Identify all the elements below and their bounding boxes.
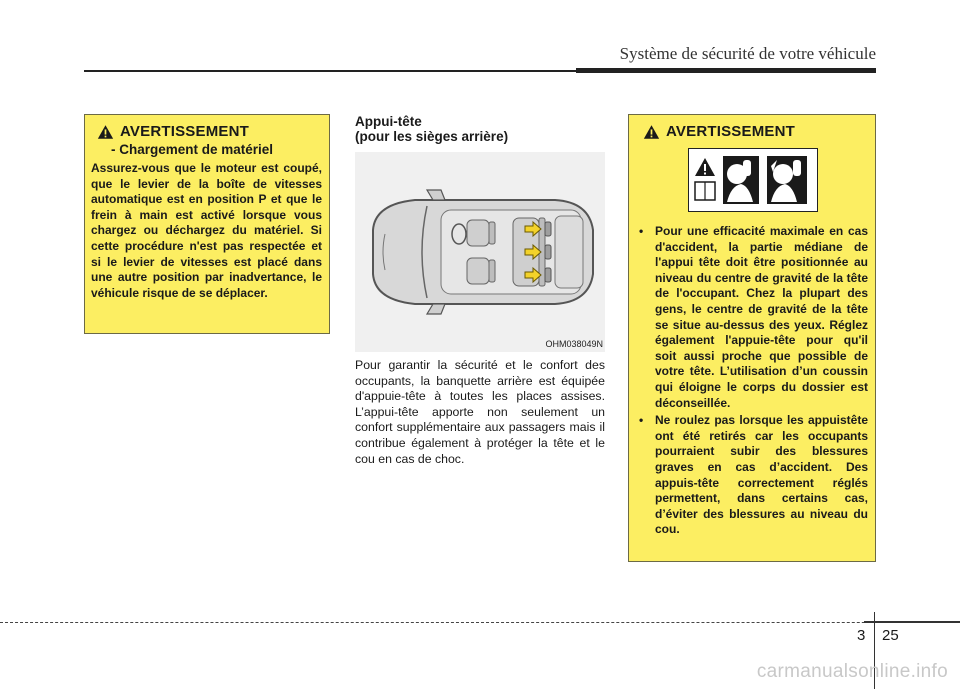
car-top-view-illustration	[355, 152, 605, 352]
footer-rule-solid	[864, 621, 960, 623]
header-rule	[84, 70, 876, 72]
section-body-text: Pour garantir la sécurité et le confort des occupants, la banquette arrière est équipée d'appuie-tête à toutes les places assises. L’appui-tête apporte non seulement un confort supplémentaire aux passagers mais il contribue également à protéger la tête et le cou en cas de choc.	[355, 358, 605, 466]
footer-rule	[0, 622, 960, 623]
headrest-warning-pictogram-icon	[691, 152, 815, 208]
page-header-title: Système de sécurité de votre véhicule	[619, 44, 876, 63]
warning-title: AVERTISSEMENT	[120, 123, 250, 140]
chapter-number: 3	[857, 627, 866, 644]
section-title	[355, 114, 508, 144]
warning-triangle-icon	[97, 124, 114, 140]
watermark: carmanualsonline.info	[756, 661, 948, 682]
section-title-line1: Appui-tête	[355, 114, 422, 129]
warning-bullet: • Ne roulez pas lorsque les appuistête ont été retirés car les occupants pourraient subir des blessures graves en cas d’accident. Des appuis-tête correctement réglés permettent, dans certains cas, d’éviter des blessures au niveau du cou.	[637, 413, 868, 538]
headrest-warning-pictogram	[688, 148, 818, 212]
warning-text: Assurez-vous que le moteur est coupé, que le levier de la boîte de vitesses automatique est en position P et que le frein à main est activé lorsque vous chargez ou déchargez du matériel. Si cette procédure n'est pas respectée et si le levier de vitesses est placé dans une autre position par inadvertance, le véhicule risque de se déplacer.	[91, 161, 322, 300]
warning-header	[643, 123, 868, 140]
headrest-arrow-icons	[525, 222, 541, 282]
warning-box-headrest	[628, 114, 876, 562]
warning-subtitle: - Chargement de matériel	[111, 142, 274, 157]
warning-title: AVERTISSEMENT	[666, 123, 796, 140]
page-number: 25	[882, 627, 899, 644]
warning-triangle-icon	[643, 124, 660, 140]
car-top-view-icon	[355, 152, 605, 352]
figure-caption: OHM038049N	[545, 339, 603, 349]
warning-box-loading	[84, 114, 330, 334]
warning-bullet-list	[637, 224, 868, 538]
warning-header	[97, 123, 322, 140]
section-title-line2: (pour les sièges arrière)	[355, 129, 509, 144]
warning-bullet: • Pour une efficacité maximale en cas d'accident, la partie médiane de l'appui tête doit être positionnée au niveau du centre de gravité de la tête de l'occupant. Chez la plupart des gens, le centre de gravité de la tête se situe au-dessus des yeux. Réglez également l'appuie-tête pour qu'il soit aussi proche que possible de votre tête. L’utilisation d’un coussin qui éloigne le corps du dossier est déconseillée.	[637, 224, 868, 411]
